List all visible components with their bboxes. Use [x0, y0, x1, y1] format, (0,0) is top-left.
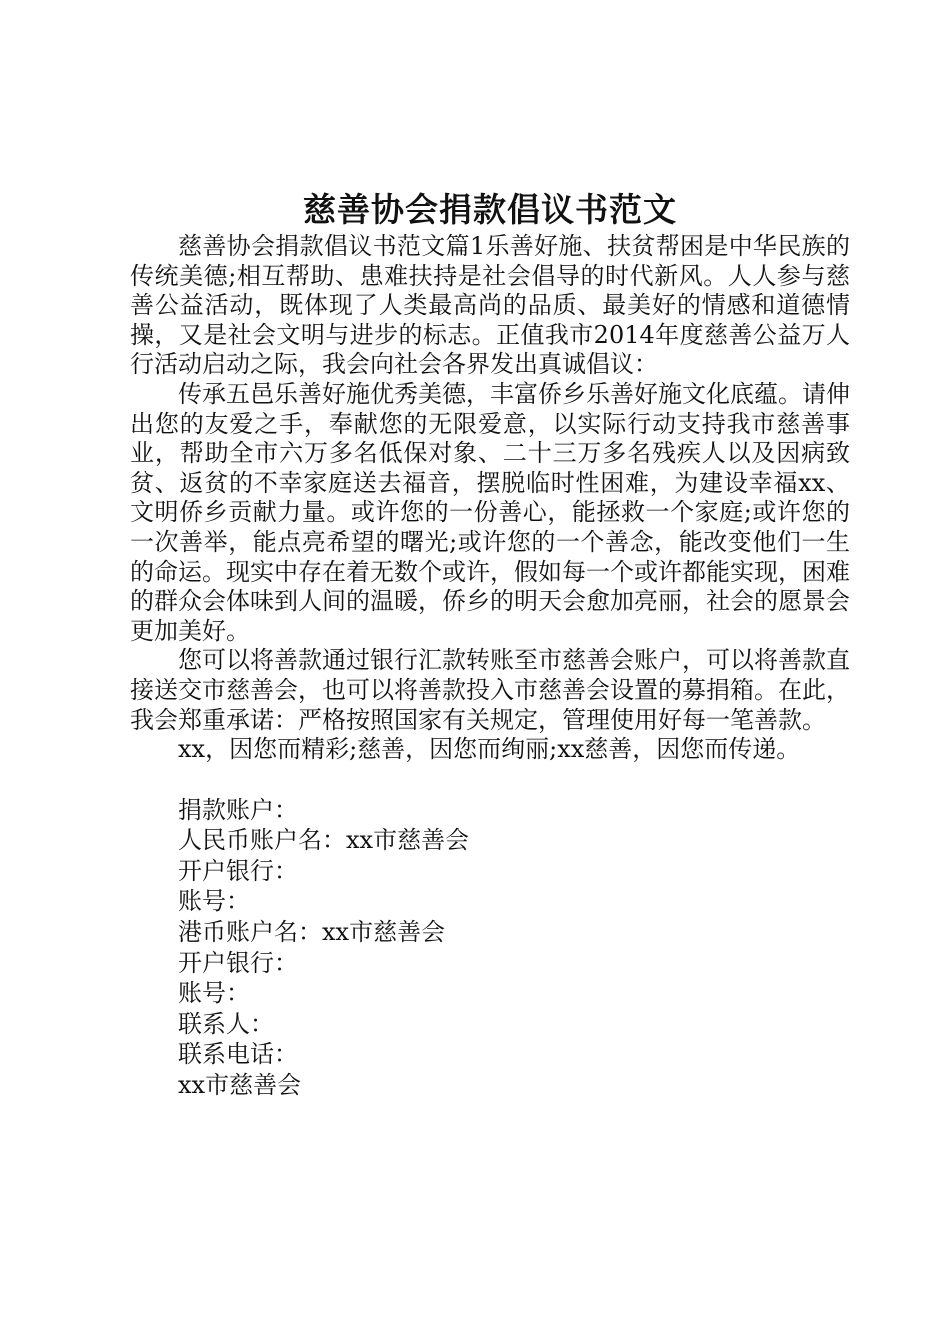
document-title: 慈善协会捐款倡议书范文: [303, 190, 677, 229]
info-line-rmb-account-number: 账号：: [178, 887, 250, 916]
paragraph-donation-method: 您可以将善款通过银行汇款转账至市慈善会账户，可以将善款直接送交市慈善会，也可以将善款投入市慈善会设置的募捐箱。在此，我会郑重承诺：严格按照国家有关规定，管理使用好每一笔善款。: [130, 646, 850, 734]
paragraph-closing-slogan: xx，因您而精彩;慈善，因您而绚丽;xx慈善，因您而传递。: [178, 735, 801, 764]
info-line-account-heading: 捐款账户：: [178, 795, 298, 824]
info-line-hkd-account-name: 港币账户名：xx市慈善会: [178, 918, 446, 947]
info-line-contact-person: 联系人：: [178, 1009, 274, 1038]
info-line-signature-org: xx市慈善会: [178, 1071, 302, 1100]
blank-line: [130, 765, 850, 795]
donation-account-info: [130, 795, 850, 1101]
info-line-hkd-account-number: 账号：: [178, 979, 250, 1008]
paragraph-appeal: 传承五邑乐善好施优秀美德，丰富侨乡乐善好施文化底蕴。请伸出您的友爱之手，奉献您的无限爱意，以实际行动支持我市慈善事业，帮助全市六万多名低保对象、二十三万多名残疾人以及因病致贫、返贫的不幸家庭送去福音，摆脱临时性困难，为建设幸福xx、文明侨乡贡献力量。或许您的一份善心，能拯救一个家庭;或许您的一次善举，能点亮希望的曙光;或许您的一个善念，能改变他们一生的命运。现实中存在着无数个或许，假如每一个或许都能实现，困难的群众会体味到人间的温暖，侨乡的明天会愈加亮丽，社会的愿景会更加美好。: [130, 379, 850, 645]
paragraph-intro: 慈善协会捐款倡议书范文篇1乐善好施、扶贫帮困是中华民族的传统美德;相互帮助、患难扶持是社会倡导的时代新风。人人参与慈善公益活动，既体现了人类最高尚的品质、最美好的情感和道德情操，又是社会文明与进步的标志。正值我市2014年度慈善公益万人行活动启动之际，我会向社会各界发出真诚倡议：: [130, 232, 850, 379]
document-page: [130, 188, 850, 1101]
info-line-hkd-bank: 开户银行：: [178, 948, 298, 977]
info-line-contact-phone: 联系电话：: [178, 1040, 298, 1069]
info-line-rmb-account-name: 人民币账户名：xx市慈善会: [178, 826, 470, 855]
info-line-rmb-bank: 开户银行：: [178, 856, 298, 885]
